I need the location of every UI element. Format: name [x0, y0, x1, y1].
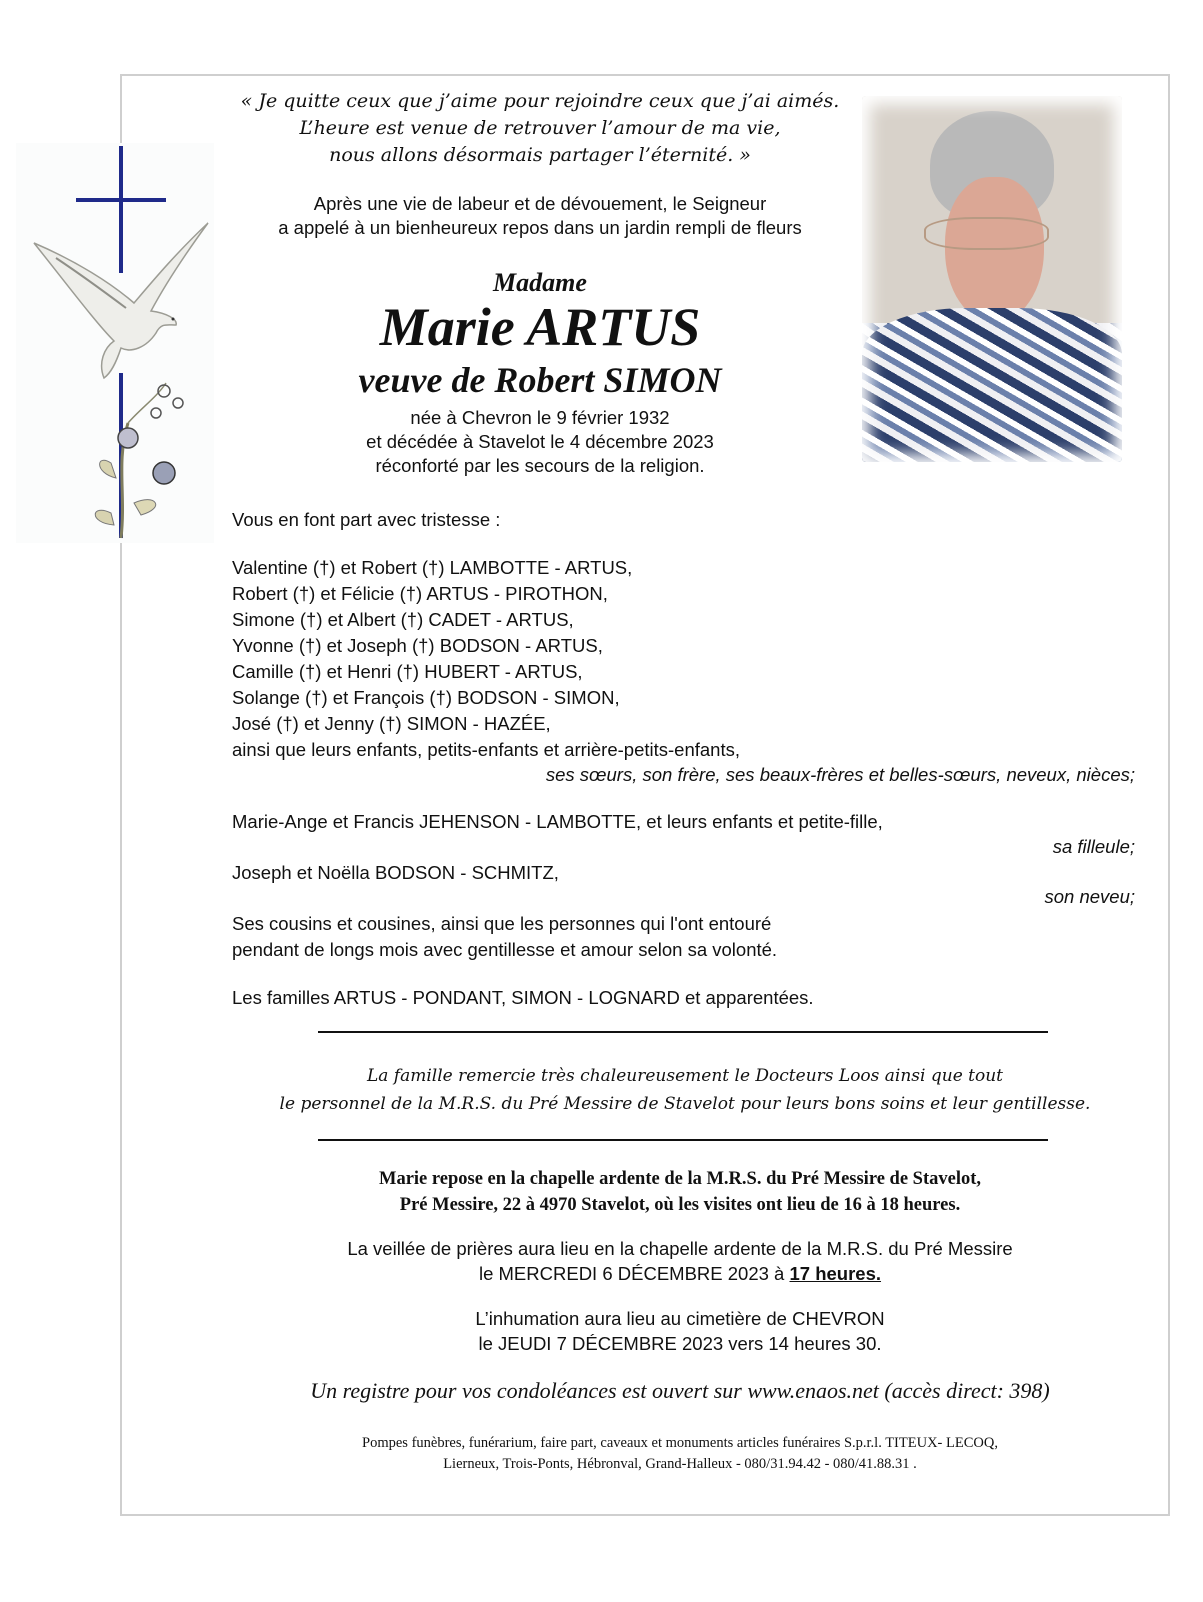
family-list	[232, 555, 740, 763]
cross-dove-svg	[16, 143, 214, 543]
flower-icon	[95, 383, 183, 538]
family-line: Valentine (†) et Robert (†) LAMBOTTE - ARTUS,	[232, 557, 633, 578]
quote-line: nous allons désormais partager l’éternité. »	[329, 144, 751, 166]
thanks-text	[230, 1062, 1140, 1118]
siblings-note: ses sœurs, son frère, ses beaux-frères et belles-sœurs, neveux, nièces;	[545, 764, 1135, 785]
portrait-photo	[862, 96, 1122, 462]
thanks-line: le personnel de la M.R.S. du Pré Messire de Stavelot pour leurs bons soins et leur gentillesse.	[279, 1094, 1091, 1114]
vigil-line: La veillée de prières aura lieu en la chapelle ardente de la M.R.S. du Pré Messire	[347, 1238, 1013, 1259]
divider-top	[318, 1031, 1048, 1033]
divider-bottom	[318, 1139, 1048, 1141]
funeral-home-footer	[240, 1433, 1120, 1475]
quote-line: L’heure est venue de retrouver l’amour de ma vie,	[299, 117, 781, 139]
vigil-date: le MERCREDI 6 DÉCEMBRE 2023 à	[478, 1263, 790, 1284]
birth-death-info	[230, 406, 850, 478]
burial-info	[240, 1306, 1120, 1356]
intro-line: Après une vie de labeur et de dévouement, le Seigneur	[313, 193, 767, 214]
birth-line: née à Chevron le 9 février 1932	[410, 407, 670, 428]
thanks-line: La famille remercie très chaleureusement le Docteurs Loos ainsi que tout	[366, 1066, 1004, 1086]
vigil-date-line	[240, 1261, 1120, 1286]
cousins-line: Ses cousins et cousines, ainsi que les personnes qui l'ont entouré	[232, 913, 772, 934]
repose-info	[240, 1166, 1120, 1218]
family-line: ainsi que leurs enfants, petits-enfants et arrière-petits-enfants,	[232, 739, 740, 760]
cousins-text	[232, 911, 777, 963]
epigraph-quote	[230, 88, 850, 169]
family-line: Simone (†) et Albert (†) CADET - ARTUS,	[232, 609, 574, 630]
intro-line: a appelé à un bienheureux repos dans un jardin rempli de fleurs	[278, 217, 802, 238]
quote-line: « Je quitte ceux que j’aime pour rejoindre ceux que j’ai aimés.	[240, 90, 840, 112]
family-line: José (†) et Jenny (†) SIMON - HAZÉE,	[232, 713, 551, 734]
nephew-note: son neveu;	[1044, 886, 1135, 907]
cousins-line: pendant de longs mois avec gentillesse et amour selon sa volonté.	[232, 939, 778, 960]
religion-line: réconforté par les secours de la religion.	[375, 455, 705, 476]
repose-line: Marie repose en la chapelle ardente de la M.R.S. du Pré Messire de Stavelot,	[379, 1169, 981, 1189]
deceased-name: Marie ARTUS	[379, 297, 701, 357]
family-line: Robert (†) et Félicie (†) ARTUS - PIROTHON,	[232, 583, 608, 604]
goddaughter-line: Marie-Ange et Francis JEHENSON - LAMBOTTE, et leurs enfants et petite-fille,	[232, 811, 883, 832]
family-line: Camille (†) et Henri (†) HUBERT - ARTUS,	[232, 661, 583, 682]
footer-line: Pompes funèbres, funérarium, faire part, caveaux et monuments articles funéraires S.p.r.l. TITEUX- LECOQ,	[362, 1435, 998, 1451]
vigil-time: 17 heures.	[789, 1263, 882, 1284]
nephew-line: Joseph et Noëlla BODSON - SCHMITZ,	[232, 862, 559, 883]
photo-vignette	[862, 96, 1122, 462]
family-line: Solange (†) et François (†) BODSON - SIMON,	[232, 687, 620, 708]
footer-line: Lierneux, Trois-Ponts, Hébronval, Grand-Halleux - 080/31.94.42 - 080/41.88.31 .	[443, 1456, 917, 1472]
family-line: Yvonne (†) et Joseph (†) BODSON - ARTUS,	[232, 635, 603, 656]
burial-line: le JEUDI 7 DÉCEMBRE 2023 vers 14 heures 30.	[478, 1333, 882, 1354]
intro-text	[230, 192, 850, 240]
goddaughter-note: sa filleule;	[1052, 836, 1135, 857]
condolence-register: Un registre pour vos condoléances est ouvert sur www.enaos.net (accès direct: 398)	[310, 1378, 1050, 1403]
families-line: Les familles ARTUS - PONDANT, SIMON - LOGNARD et apparentées.	[232, 987, 814, 1008]
vigil-info	[240, 1236, 1120, 1286]
announcement-intro: Vous en font part avec tristesse :	[232, 509, 501, 530]
death-line: et décédée à Stavelot le 4 décembre 2023	[366, 431, 714, 452]
widow-of: veuve de Robert SIMON	[358, 360, 722, 400]
cross-dove-illustration	[16, 143, 214, 543]
burial-line: L’inhumation aura lieu au cimetière de CHEVRON	[475, 1308, 885, 1329]
repose-line: Pré Messire, 22 à 4970 Stavelot, où les visites ont lieu de 16 à 18 heures.	[399, 1195, 961, 1215]
honorific: Madame	[493, 268, 587, 297]
